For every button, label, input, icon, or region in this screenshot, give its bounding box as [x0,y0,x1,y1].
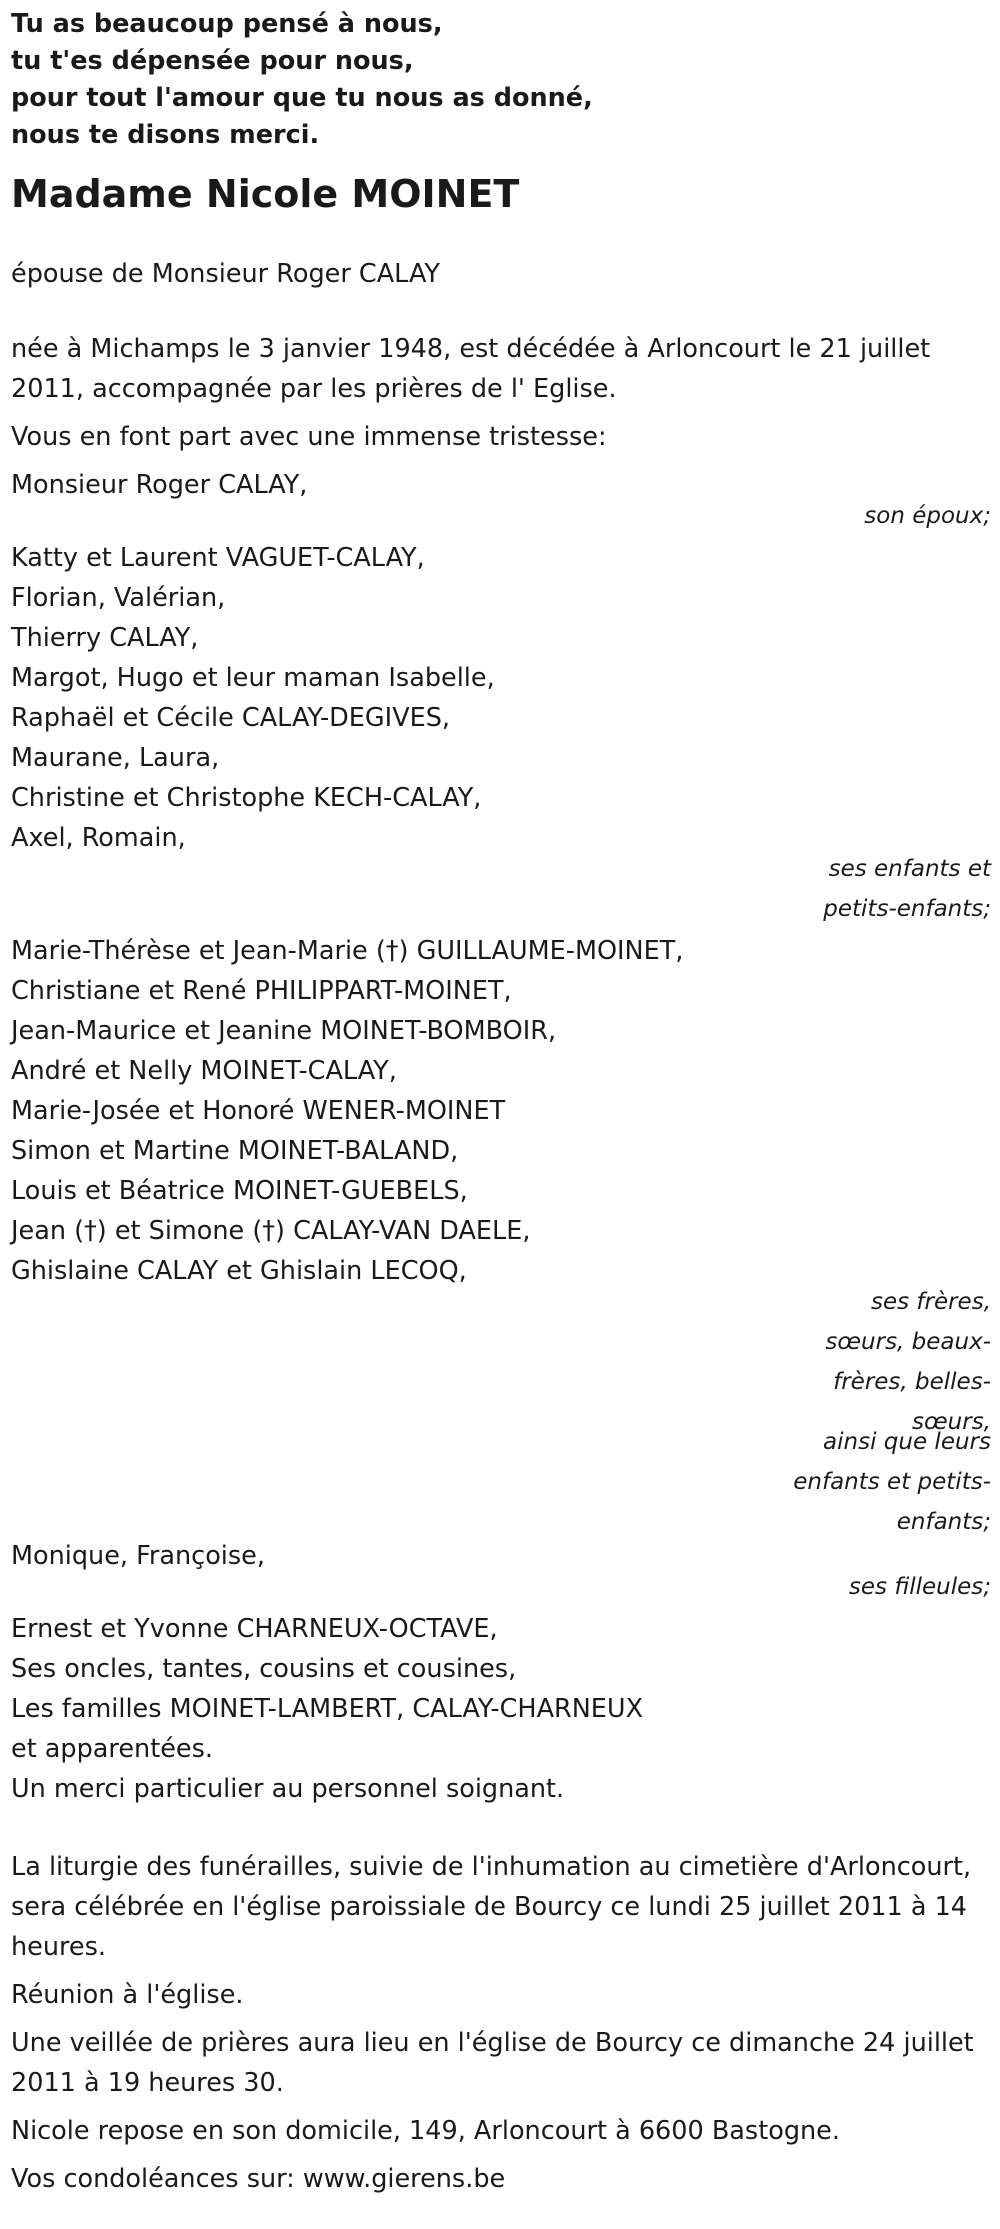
poem [11,6,991,154]
family-name-line: Jean (†) et Simone (†) CALAY-VAN DAELE, [11,1216,531,1246]
poem-line: tu t'es dépensée pour nous, [11,46,414,76]
relation-text: son époux; [864,503,991,529]
siblings-group [11,931,991,1291]
rest-line: Nicole repose en son domicile, 149, Arloncourt à 6600 Bastogne. [11,2116,840,2146]
obituary-notice [11,0,991,2199]
deceased-name-title: Madame Nicole MOINET [11,172,520,216]
family-name-line: Ernest et Yvonne CHARNEUX-OCTAVE, [11,1614,498,1644]
relation-label [11,1282,991,1442]
relation-text: ses frères, sœurs, beaux-frères, belles-sœurs, [825,1289,991,1435]
family-name-line: Les familles MOINET-LAMBERT, CALAY-CHARNEUX [11,1694,644,1724]
family-name-line: Thierry CALAY, [11,623,199,653]
family-name-line: Marie-Thérèse et Jean-Marie (†) GUILLAUME-MOINET, [11,936,684,966]
poem-line: nous te disons merci. [11,120,320,150]
family-name-line: Monique, Françoise, [11,1541,265,1571]
family-name-line: Marie-Josée et Honoré WENER-MOINET [11,1096,506,1126]
relation-label [11,849,991,929]
poem-line: Tu as beaucoup pensé à nous, [11,9,443,39]
family-name-line: Monsieur Roger CALAY, [11,470,308,500]
family-name-line: Florian, Valérian, [11,583,226,613]
family-name-line: et apparentées. [11,1734,213,1764]
birth-death-paragraph: née à Michamps le 3 janvier 1948, est décédée à Arloncourt le 21 juillet 2011, accompagnée par les prières de l' Eglise. [11,334,931,404]
family-name-line: Maurane, Laura, [11,743,220,773]
family-name-line: Simon et Martine MOINET-BALAND, [11,1136,459,1166]
relation-text: ainsi que leurs enfants et petits-enfants; [793,1429,991,1535]
relation-text: ses enfants et petits-enfants; [823,856,991,922]
family-name-line: Jean-Maurice et Jeanine MOINET-BOMBOIR, [11,1016,557,1046]
condolences-line: Vos condoléances sur: www.gierens.be [11,2164,506,2194]
poem-line: pour tout l'amour que tu nous as donné, [11,83,593,113]
family-name-line: Axel, Romain, [11,823,186,853]
family-name-line: Ses oncles, tantes, cousins et cousines, [11,1654,517,1684]
announcement-line: Vous en font part avec une immense tristesse: [11,422,607,452]
family-name-line: Margot, Hugo et leur maman Isabelle, [11,663,495,693]
relation-label [11,1422,991,1542]
family-name-line: Christine et Christophe KECH-CALAY, [11,783,482,813]
vigil-paragraph: Une veillée de prières aura lieu en l'église de Bourcy ce dimanche 24 juillet 2011 à 19 heures 30. [11,2028,974,2098]
family-name-line: Raphaël et Cécile CALAY-DEGIVES, [11,703,451,733]
family-name-line: Ghislaine CALAY et Ghislain LECOQ, [11,1256,467,1286]
family-name-line: Katty et Laurent VAGUET-CALAY, [11,543,425,573]
children-group [11,538,991,858]
meeting-line: Réunion à l'église. [11,1980,244,2010]
spouse-line: épouse de Monsieur Roger CALAY [11,259,440,289]
family-name-line: Louis et Béatrice MOINET-GUEBELS, [11,1176,468,1206]
others-group [11,1609,991,1809]
family-name-line: André et Nelly MOINET-CALAY, [11,1056,397,1086]
family-name-line: Christiane et René PHILIPPART-MOINET, [11,976,512,1006]
funeral-paragraph: La liturgie des funérailles, suivie de l'inhumation au cimetière d'Arloncourt, sera célébrée en l'église paroissiale de Bourcy ce lundi 25 juillet 2011 à 14 heures. [11,1852,972,1962]
family-name-line: Un merci particulier au personnel soignant. [11,1774,565,1804]
relation-text: ses filleules; [848,1574,991,1600]
